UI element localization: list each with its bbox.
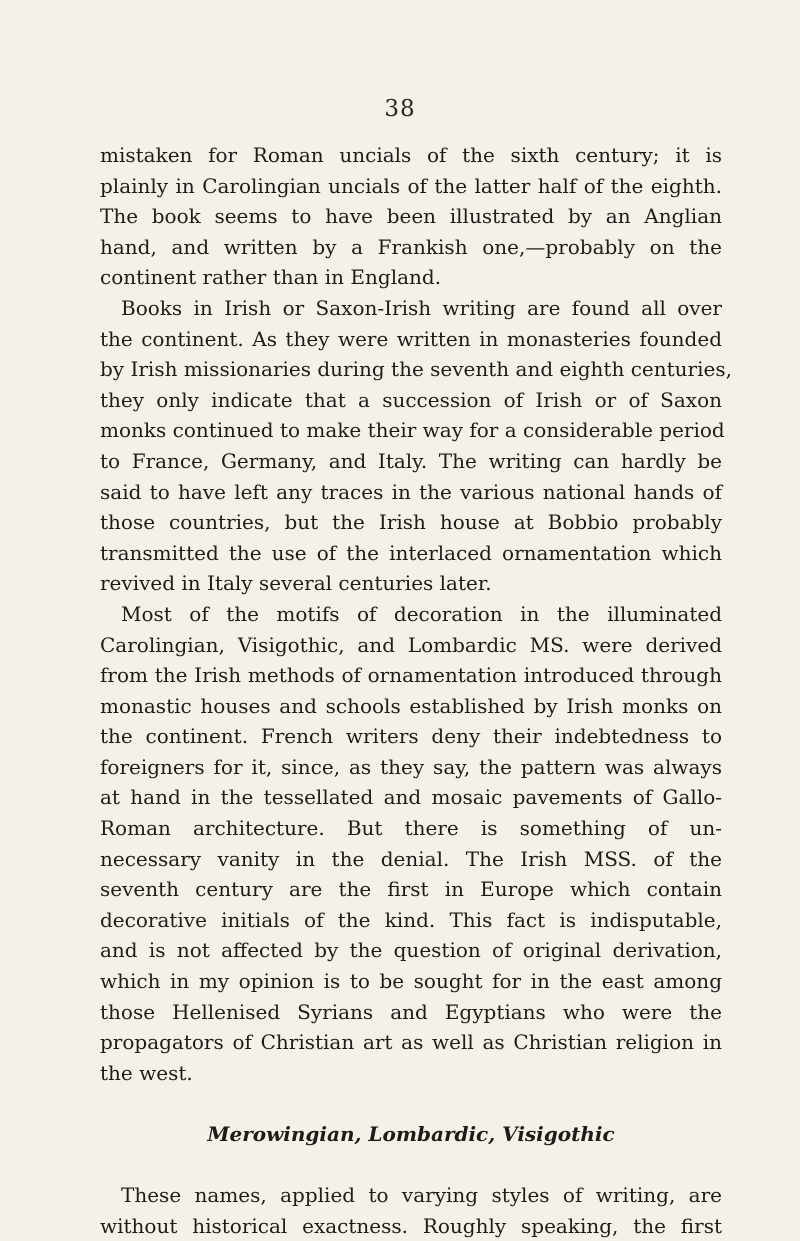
paragraph: [100, 599, 722, 1089]
section-heading: Merowingian, Lombardic, Visigothic: [207, 1122, 615, 1146]
text-line: and is not affected by the question of original derivation,: [100, 938, 722, 963]
text-line: transmitted the use of the interlaced ornamentation which: [100, 540, 722, 565]
text-line: Most of the motifs of decoration in the illuminated: [121, 601, 722, 626]
text-line: foreigners for it, since, as they say, the pattern was always: [100, 754, 722, 779]
spacer: [100, 1150, 722, 1181]
text-line: The book seems to have been illustrated by an Anglian: [100, 204, 722, 229]
text-line: plainly in Carolingian uncials of the latter half of the eighth.: [100, 173, 722, 198]
text-line: those countries, but the Irish house at Bobbio probably: [100, 510, 722, 535]
text-line: propagators of Christian art as well as Christian religion in: [100, 1030, 722, 1055]
text-line: the continent. French writers deny their indebtedness to: [100, 724, 722, 749]
text-line: which in my opinion is to be sought for in the east among: [100, 969, 722, 994]
text-line: from the Irish methods of ornamentation introduced through: [100, 663, 722, 688]
text-line: without historical exactness. Roughly speaking, the first: [100, 1213, 722, 1238]
text-line: to France, Germany, and Italy. The writing can hardly be: [100, 448, 722, 473]
paragraph: [100, 140, 722, 293]
text-line: These names, applied to varying styles of writing, are: [121, 1183, 722, 1208]
text-line: said to have left any traces in the various national hands of: [100, 479, 722, 504]
paragraph: [100, 293, 732, 599]
spacer: [100, 1088, 722, 1119]
text-line: Books in Irish or Saxon-Irish writing are found all over: [121, 295, 722, 320]
text-line: at hand in the tessellated and mosaic pavements of Gallo-: [100, 785, 722, 810]
text-line: Roman architecture. But there is something of un-: [100, 816, 722, 841]
body-text: [100, 140, 732, 1241]
text-line: mistaken for Roman uncials of the sixth century; it is: [100, 143, 722, 167]
text-line: seventh century are the first in Europe which contain: [100, 877, 722, 902]
text-line: necessary vanity in the denial. The Irish MSS. of the: [100, 846, 722, 871]
page-number: 38: [384, 96, 416, 122]
text-line: the continent. As they were written in monasteries founded: [100, 326, 722, 351]
text-line: Carolingian, Visigothic, and Lombardic MS. were derived: [100, 632, 722, 657]
text-line: hand, and written by a Frankish one,—probably on the: [100, 234, 722, 259]
text-line: by Irish missionaries during the seventh and eighth centuries,: [100, 357, 732, 382]
text-line: continent rather than in England.: [100, 265, 442, 290]
paragraph: [100, 1180, 722, 1241]
text-line: the west.: [100, 1060, 193, 1085]
text-line: monks continued to make their way for a considerable period: [100, 418, 725, 443]
text-line: they only indicate that a succession of Irish or of Saxon: [100, 387, 722, 412]
text-line: monastic houses and schools established by Irish monks on: [100, 693, 722, 718]
text-line: revived in Italy several centuries later.: [100, 571, 492, 596]
text-line: those Hellenised Syrians and Egyptians who were the: [100, 999, 722, 1024]
text-line: decorative initials of the kind. This fact is indisputable,: [100, 907, 722, 932]
